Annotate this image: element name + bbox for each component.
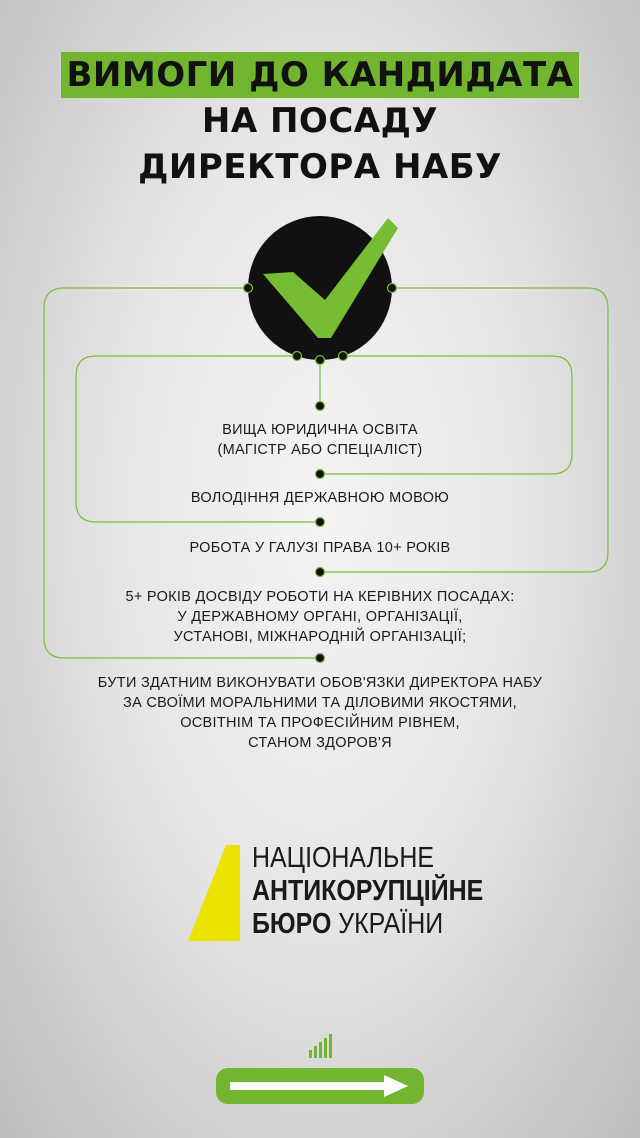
title-line-2: НА ПОСАДУ (201, 101, 439, 141)
logo-line-2: АНТИКОРУПЦІЙНЕ (252, 875, 484, 907)
requirement-item: 5+ РОКІВ ДОСВІДУ РОБОТИ НА КЕРІВНИХ ПОСАДАХ: У ДЕРЖАВНОМУ ОРГАНІ, ОРГАНІЗАЦІЇ, УСТАНОВІ, МІЖНАРОДНІЙ ОРГАНІЗАЦІЇ; (125, 589, 515, 645)
title-line-1: ВИМОГИ ДО КАНДИДАТА (61, 52, 580, 98)
logo-text (252, 842, 483, 941)
title-line-3: ДИРЕКТОРА НАБУ (138, 147, 502, 187)
check-circle (248, 216, 398, 360)
swipe-arrow-button[interactable] (216, 1068, 424, 1104)
logo-line-3: БЮРО УКРАЇНИ (252, 908, 444, 940)
requirement-item: РОБОТА У ГАЛУЗІ ПРАВА 10+ РОКІВ (189, 540, 451, 556)
arrow-right-icon (216, 1068, 424, 1104)
requirement-item: ВИЩА ЮРИДИЧНА ОСВІТА (МАГІСТР АБО СПЕЦІАЛІСТ) (217, 422, 423, 458)
requirement-item: БУТИ ЗДАТНИМ ВИКОНУВАТИ ОБОВ'ЯЗКИ ДИРЕКТОРА НАБУ ЗА СВОЇМИ МОРАЛЬНИМИ ТА ДІЛОВИМИ ЯКОСТЯМИ, ОСВІТНІМ ТА ПРОФЕСІЙНИМ РІВНЕМ, СТАНОМ ЗДОРОВ'Я (97, 675, 543, 751)
signal-icon (309, 1034, 332, 1058)
logo-line-1: НАЦІОНАЛЬНЕ (252, 842, 434, 874)
requirement-item: ВОЛОДІННЯ ДЕРЖАВНОЮ МОВОЮ (190, 490, 450, 506)
